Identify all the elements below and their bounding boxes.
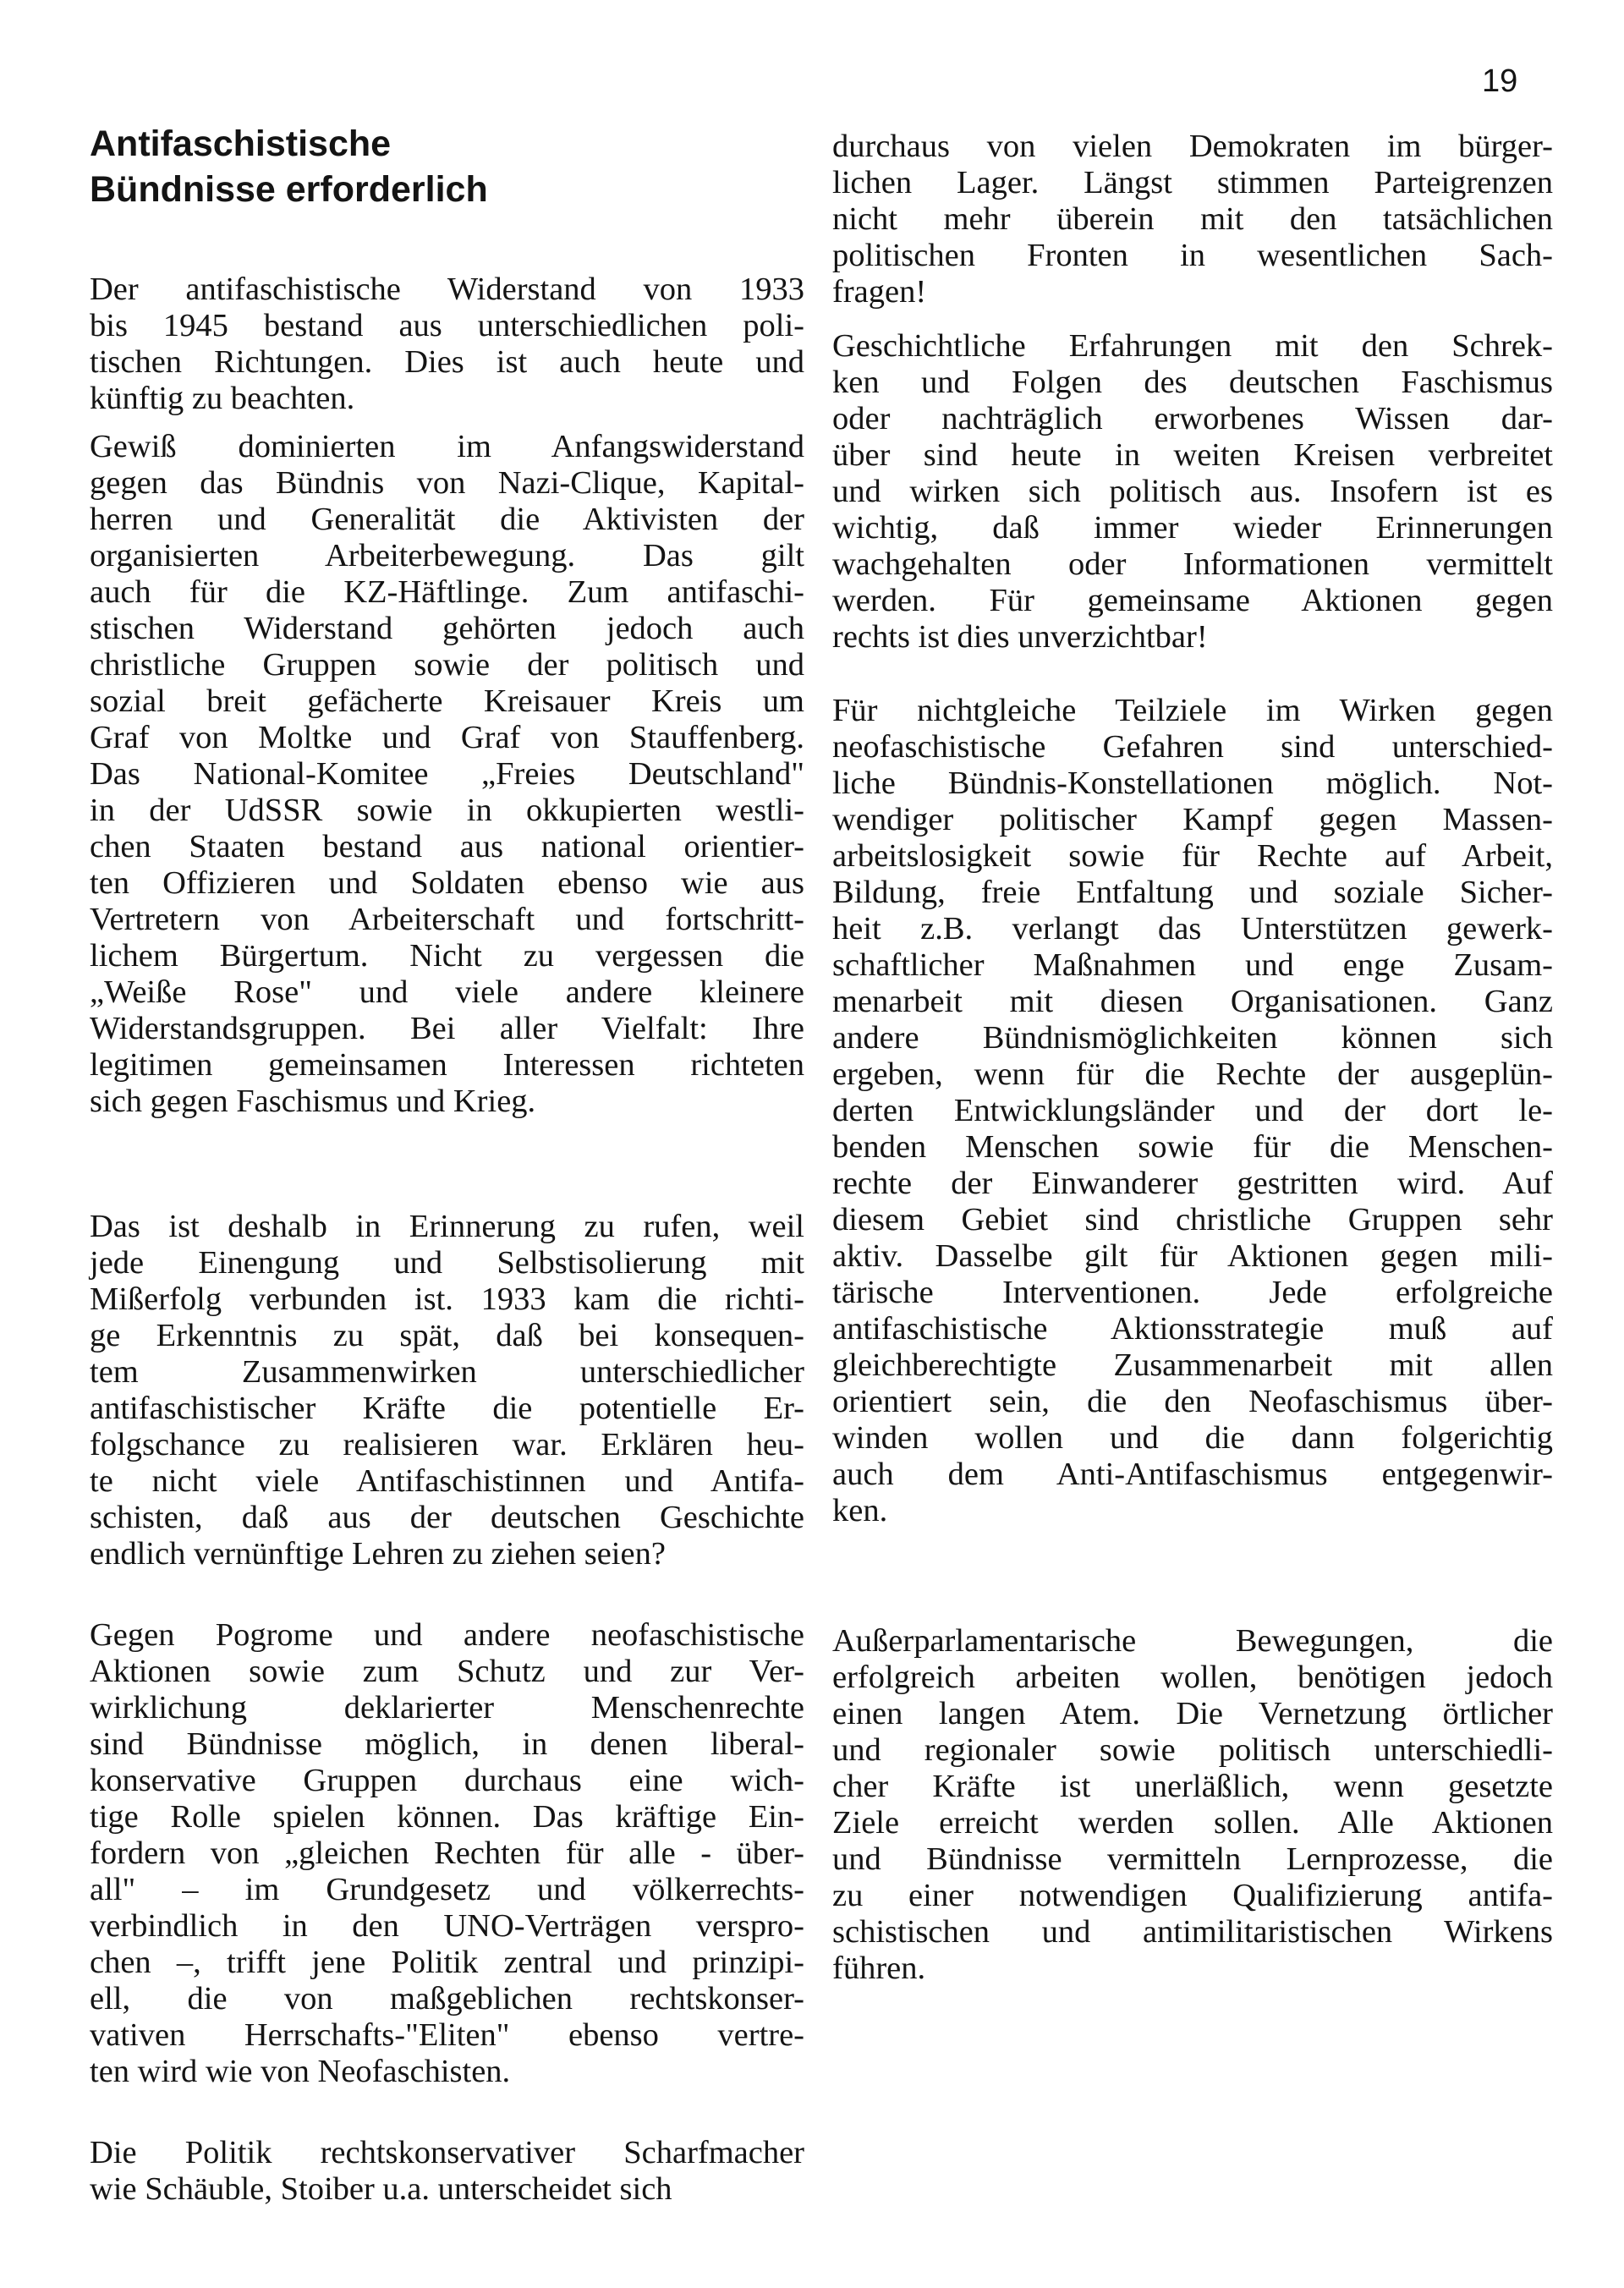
text-line: über sind heute in weiten Kreisen verbreitet bbox=[832, 437, 1553, 473]
text-line: konservative Gruppen durchaus eine wich- bbox=[90, 1763, 804, 1798]
text-line: gegen das Bündnis von Nazi-Clique, Kapital- bbox=[90, 465, 804, 501]
paragraph bbox=[90, 272, 804, 417]
text-line: organisierten Arbeiterbewegung. Das gilt bbox=[90, 538, 804, 573]
text-line: werden. Für gemeinsame Aktionen gegen bbox=[832, 583, 1553, 618]
text-line: Widerstandsgruppen. Bei aller Vielfalt: Ihre bbox=[90, 1011, 804, 1046]
text-line: „Weiße Rose" und viele andere kleinere bbox=[90, 974, 804, 1010]
text-line: wachgehalten oder Informationen vermittelt bbox=[832, 546, 1553, 582]
text-line: politischen Fronten in wesentlichen Sach- bbox=[832, 238, 1553, 273]
text-line: arbeitslosigkeit sowie für Rechte auf Arbeit, bbox=[832, 838, 1553, 874]
text-line: und regionaler sowie politisch unterschiedli- bbox=[832, 1732, 1553, 1768]
text-line: ell, die von maßgeblichen rechtskonser- bbox=[90, 1981, 804, 2016]
paragraph bbox=[90, 1209, 804, 1572]
text-line: tischen Richtungen. Dies ist auch heute und bbox=[90, 344, 804, 380]
title-line: Antifaschistische bbox=[90, 123, 392, 164]
text-line: und wirken sich politisch aus. Insofern ist es bbox=[832, 474, 1553, 509]
text-line: verbindlich in den UNO-Verträgen verspro- bbox=[90, 1908, 804, 1944]
page-number: 19 bbox=[1482, 63, 1518, 99]
text-line: sind Bündnisse möglich, in denen liberal- bbox=[90, 1726, 804, 1762]
text-line: schaftlicher Maßnahmen und enge Zusam- bbox=[832, 947, 1553, 983]
text-line: all" – im Grundgesetz und völkerrechts- bbox=[90, 1872, 804, 1907]
text-line: Aktionen sowie zum Schutz und zur Ver- bbox=[90, 1654, 804, 1689]
text-line: jede Einengung und Selbstisolierung mit bbox=[90, 1245, 804, 1281]
text-line: aktiv. Dasselbe gilt für Aktionen gegen mili- bbox=[832, 1238, 1553, 1274]
text-line: und Bündnisse vermitteln Lernprozesse, die bbox=[832, 1841, 1553, 1877]
text-line: Für nichtgleiche Teilziele im Wirken gegen bbox=[832, 693, 1553, 728]
text-line: liche Bündnis-Konstellationen möglich. Not- bbox=[832, 765, 1553, 801]
text-line: derten Entwicklungsländer und der dort le- bbox=[832, 1093, 1553, 1128]
text-line: ten Offizieren und Soldaten ebenso wie aus bbox=[90, 865, 804, 901]
text-line: wichtig, daß immer wieder Erinnerungen bbox=[832, 510, 1553, 546]
text-line: tärische Interventionen. Jede erfolgreiche bbox=[832, 1275, 1553, 1310]
text-line: bis 1945 bestand aus unterschiedlichen poli- bbox=[90, 308, 804, 343]
text-line: sozial breit gefächerte Kreisauer Kreis um bbox=[90, 683, 804, 719]
paragraph bbox=[832, 1623, 1553, 1987]
text-line: auch für die KZ-Häftlinge. Zum antifaschi- bbox=[90, 574, 804, 610]
text-line: Das ist deshalb in Erinnerung zu rufen, weil bbox=[90, 1209, 804, 1244]
paragraph bbox=[832, 693, 1553, 1529]
text-line: künftig zu beachten. bbox=[90, 381, 355, 416]
text-line: Die Politik rechtskonservativer Scharfmacher bbox=[90, 2135, 804, 2170]
text-line: neofaschistische Gefahren sind unterschied- bbox=[832, 729, 1553, 765]
text-line: in der UdSSR sowie in okkupierten westli- bbox=[90, 793, 804, 828]
text-line: lichen Lager. Längst stimmen Parteigrenzen bbox=[832, 165, 1553, 200]
text-line: herren und Generalität die Aktivisten der bbox=[90, 502, 804, 537]
text-line: erfolgreich arbeiten wollen, benötigen jedoch bbox=[832, 1660, 1553, 1695]
text-line: chen –, trifft jene Politik zentral und prinzipi- bbox=[90, 1945, 804, 1980]
text-line: Vertretern von Arbeiterschaft und fortschritt- bbox=[90, 902, 804, 937]
text-line: nicht mehr überein mit den tatsächlichen bbox=[832, 201, 1553, 237]
text-line: ergeben, wenn für die Rechte der ausgeplün- bbox=[832, 1056, 1553, 1092]
text-line: lichem Bürgertum. Nicht zu vergessen die bbox=[90, 938, 804, 974]
text-line: wie Schäuble, Stoiber u.a. unterscheidet sich bbox=[90, 2171, 672, 2207]
text-line: zu einer notwendigen Qualifizierung antifa- bbox=[832, 1878, 1553, 1913]
paragraph bbox=[90, 429, 804, 1120]
text-line: Das National-Komitee „Freies Deutschland" bbox=[90, 756, 804, 792]
text-line: Gewiß dominierten im Anfangswiderstand bbox=[90, 429, 804, 464]
text-line: rechte der Einwanderer gestritten wird. Auf bbox=[832, 1166, 1553, 1201]
text-line: orientiert sein, die den Neofaschismus über- bbox=[832, 1384, 1553, 1419]
text-line: stischen Widerstand gehörten jedoch auch bbox=[90, 611, 804, 646]
text-line: benden Menschen sowie für die Menschen- bbox=[832, 1129, 1553, 1165]
text-line: durchaus von vielen Demokraten im bürger- bbox=[832, 129, 1553, 164]
article-title bbox=[90, 121, 804, 212]
text-line: wirklichung deklarierter Menschenrechte bbox=[90, 1690, 804, 1726]
text-line: heit z.B. verlangt das Unterstützen gewerk- bbox=[832, 911, 1553, 946]
text-line: Gegen Pogrome und andere neofaschistische bbox=[90, 1617, 804, 1653]
text-line: te nicht viele Antifaschistinnen und Antifa- bbox=[90, 1463, 804, 1499]
text-line: Graf von Moltke und Graf von Stauffenberg. bbox=[90, 720, 804, 755]
text-line: Bildung, freie Entfaltung und soziale Sicher- bbox=[832, 875, 1553, 910]
text-line: fordern von „gleichen Rechten für alle - über- bbox=[90, 1835, 804, 1871]
text-line: Ziele erreicht werden sollen. Alle Aktionen bbox=[832, 1805, 1553, 1841]
text-line: sich gegen Faschismus und Krieg. bbox=[90, 1084, 536, 1119]
title-line: Bündnisse erforderlich bbox=[90, 169, 488, 210]
text-line: vativen Herrschafts-"Eliten" ebenso vertre- bbox=[90, 2017, 804, 2053]
paragraph bbox=[832, 129, 1553, 310]
text-line: auch dem Anti-Antifaschismus entgegenwir- bbox=[832, 1457, 1553, 1492]
text-line: ge Erkenntnis zu spät, daß bei konsequen- bbox=[90, 1318, 804, 1353]
text-line: rechts ist dies unverzichtbar! bbox=[832, 619, 1208, 655]
text-line: führen. bbox=[832, 1951, 926, 1986]
paragraph bbox=[90, 1617, 804, 2090]
text-line: winden wollen und die dann folgerichtig bbox=[832, 1420, 1553, 1456]
text-line: antifaschistische Aktionsstrategie muß auf bbox=[832, 1311, 1553, 1347]
text-line: ken. bbox=[832, 1493, 888, 1528]
text-line: tem Zusammenwirken unterschiedlicher bbox=[90, 1354, 804, 1390]
paragraph bbox=[90, 2135, 804, 2208]
text-line: einen langen Atem. Die Vernetzung örtlicher bbox=[832, 1696, 1553, 1731]
text-line: folgschance zu realisieren war. Erklären heu- bbox=[90, 1427, 804, 1462]
paragraph bbox=[832, 328, 1553, 656]
text-line: diesem Gebiet sind christliche Gruppen sehr bbox=[832, 1202, 1553, 1237]
text-line: schistischen und antimilitaristischen Wirkens bbox=[832, 1914, 1553, 1950]
text-line: chen Staaten bestand aus national orientier- bbox=[90, 829, 804, 864]
text-line: cher Kräfte ist unerläßlich, wenn gesetzte bbox=[832, 1769, 1553, 1804]
text-line: endlich vernünftige Lehren zu ziehen seien? bbox=[90, 1536, 666, 1572]
text-line: Geschichtliche Erfahrungen mit den Schrek- bbox=[832, 328, 1553, 364]
text-line: christliche Gruppen sowie der politisch und bbox=[90, 647, 804, 683]
text-line: gleichberechtigte Zusammenarbeit mit allen bbox=[832, 1347, 1553, 1383]
text-line: ken und Folgen des deutschen Faschismus bbox=[832, 365, 1553, 400]
text-line: legitimen gemeinsamen Interessen richteten bbox=[90, 1047, 804, 1083]
text-line: oder nachträglich erworbenes Wissen dar- bbox=[832, 401, 1553, 436]
text-line: Der antifaschistische Widerstand von 1933 bbox=[90, 272, 804, 307]
text-line: menarbeit mit diesen Organisationen. Ganz bbox=[832, 984, 1553, 1019]
text-line: ten wird wie von Neofaschisten. bbox=[90, 2054, 511, 2089]
text-line: Mißerfolg verbunden ist. 1933 kam die richti- bbox=[90, 1281, 804, 1317]
text-line: Außerparlamentarische Bewegungen, die bbox=[832, 1623, 1553, 1659]
text-line: fragen! bbox=[832, 274, 927, 310]
text-line: antifaschistischer Kräfte die potentielle Er- bbox=[90, 1391, 804, 1426]
text-line: andere Bündnismöglichkeiten können sich bbox=[832, 1020, 1553, 1056]
text-line: schisten, daß aus der deutschen Geschichte bbox=[90, 1500, 804, 1535]
text-line: tige Rolle spielen können. Das kräftige Ein- bbox=[90, 1799, 804, 1835]
text-line: wendiger politischer Kampf gegen Massen- bbox=[832, 802, 1553, 837]
